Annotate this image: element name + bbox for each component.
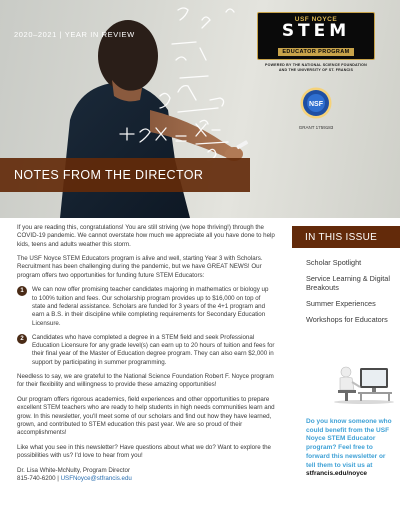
toc-item-scholar-spotlight[interactable]: Scholar Spotlight xyxy=(306,258,362,267)
logo-top-text: USF NOYCE xyxy=(294,16,338,23)
signature-phone: 815-740-6200 | xyxy=(17,474,59,482)
in-this-issue-heading: IN THIS ISSUE xyxy=(292,226,400,248)
logo-caption-line1: POWERED BY THE NATIONAL SCIENCE FOUNDATION xyxy=(265,63,367,67)
letter-paragraph: The USF Noyce STEM Educators program is alive and well, starting Year 3 with Scholars. Recruitment has been challenging during the pandemic, but we have GREAT NEWS! Our program offers two opportunities for funding future STEM Educators: xyxy=(17,255,263,279)
toc-item-workshops[interactable]: Workshops for Educators xyxy=(306,314,388,324)
email-link[interactable]: USFNoyce@stfrancis.edu xyxy=(60,474,132,482)
number-badge: 2 xyxy=(17,334,27,344)
letter-paragraph: Our program offers rigorous academics, field experiences and other opportunities to prepare excellent STEM teachers who are ready to help students in high needs communities learn and grow. In this newsletter, you'll meet some of our scholars and find out how they have learned, grown, and contributed to STEM education this past year. We are so proud of their accomplishments! xyxy=(17,395,275,437)
logo-sub-text: EDUCATOR PROGRAM xyxy=(278,48,353,56)
computer-user-icon xyxy=(330,360,398,404)
opportunity-text: We can now offer promising teacher candidates majoring in mathematics or biology up to 100% tuition and fees. Our scholarship program provides up to $16,000 on top of state and federal assistance. Scholars are funded for 3 years of the 4+1 program and earn a B.S. in their discipline while completing requirements for Secondary Education Licensure. xyxy=(32,286,269,327)
nsf-seal-text: NSF xyxy=(309,101,323,108)
signature-block xyxy=(17,467,275,484)
forward-callout xyxy=(306,418,396,479)
signature-contact xyxy=(17,475,275,483)
director-section-title: NOTES FROM THE DIRECTOR xyxy=(14,168,204,182)
logo-caption xyxy=(256,63,376,72)
letter-paragraph: Needless to say, we are grateful to the National Science Foundation Robert F. Noyce program for their flexibility and willingness to provide these amazing opportunities! xyxy=(17,373,274,389)
callout-text: Do you know someone who could benefit from the USF Noyce STEM Educator program? Feel free to forward this newsletter or tell them to visit us at xyxy=(306,418,392,469)
logo-stem-text: STEM xyxy=(281,21,351,41)
director-letter xyxy=(17,224,275,483)
opportunity-item xyxy=(17,334,275,367)
toc-item-summer-experiences[interactable]: Summer Experiences xyxy=(306,299,376,309)
grant-number: GRANT 1759183 xyxy=(298,125,334,130)
nsf-seal-icon xyxy=(300,87,332,119)
number-badge: 1 xyxy=(17,286,27,296)
signature-name: Dr. Lisa White-McNulty, Program Director xyxy=(17,466,130,474)
hero-photo xyxy=(0,0,400,218)
letter-paragraph: If you are reading this, congratulations! You are still striving (we hope thriving!) through the COVID-19 pandemic. We cannot overstate how much we appreciate all you have done to help kids, teens and adults weather this storm. xyxy=(17,224,275,248)
director-section-banner xyxy=(0,158,250,192)
noyce-url-link[interactable]: stfrancis.edu/noyce xyxy=(306,470,368,478)
issue-contents xyxy=(306,258,396,331)
student-body xyxy=(60,82,190,218)
opportunity-item xyxy=(17,286,275,327)
year-in-review-label: 2020–2021 | YEAR IN REVIEW xyxy=(14,30,135,39)
letter-paragraph: Like what you see in this newsletter? Have questions about what we do? Want to explore the possibilities with us? I'd love to hear from you! xyxy=(17,443,271,460)
usf-noyce-logo xyxy=(257,12,375,60)
opportunity-text: Candidates who have completed a degree in a STEM field and seek Professional Education Licensure for any grade level(s) can earn up to 20 hours of tuition and fees for their final year of the Master of Education degree program. They can also earn $2,000 in support by participating in summer programming. xyxy=(32,333,275,366)
toc-item-service-learning[interactable]: Service Learning & Digital Breakouts xyxy=(306,273,390,292)
logo-caption-line2: AND THE UNIVERSITY OF ST. FRANCIS xyxy=(278,67,354,72)
